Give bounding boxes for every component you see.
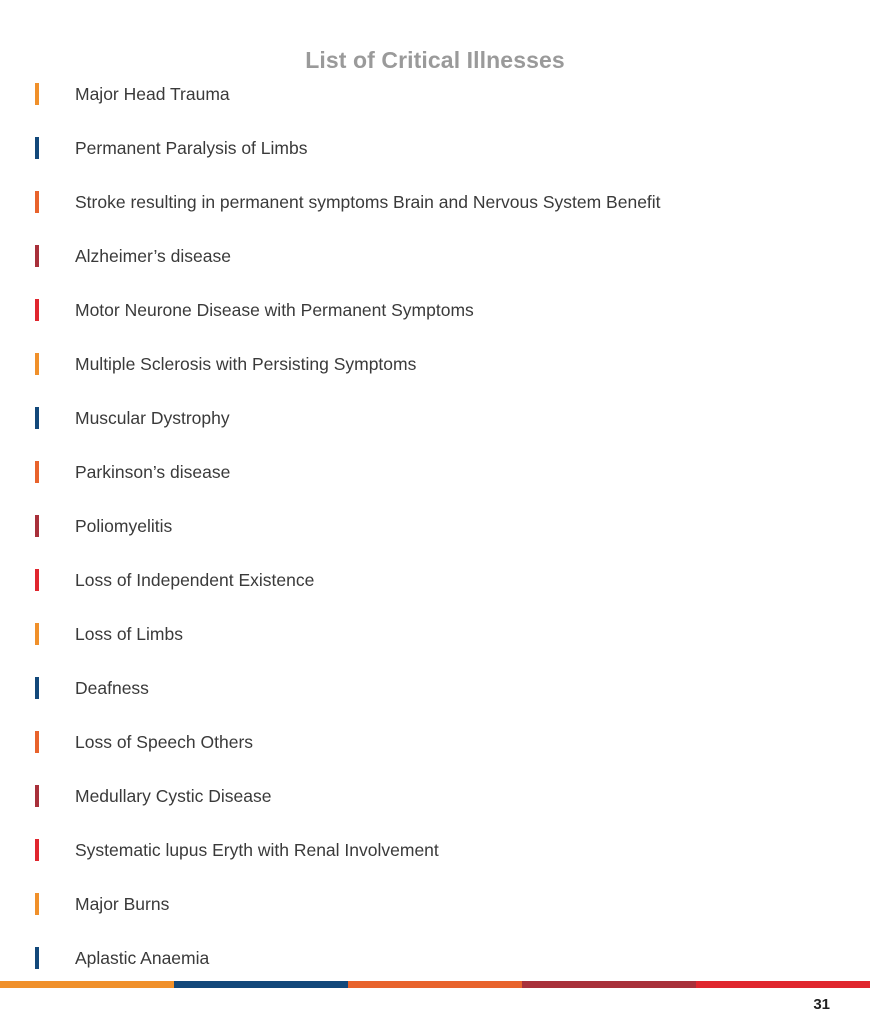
footer-segment: [0, 981, 174, 988]
bullet-bar-icon: [35, 569, 39, 591]
page-number: 31: [813, 996, 830, 1013]
illness-label: Parkinson’s disease: [75, 462, 231, 482]
illness-label: Multiple Sclerosis with Persisting Symptoms: [75, 354, 417, 374]
bullet-bar-icon: [35, 83, 39, 105]
footer-color-bar: [0, 981, 870, 988]
list-item: [0, 729, 870, 783]
list-item: [0, 459, 870, 513]
illness-label: Deafness: [75, 678, 149, 698]
illness-label: Major Burns: [75, 894, 170, 914]
footer-segment: [522, 981, 696, 988]
list-item: [0, 837, 870, 891]
illness-label: Loss of Speech Others: [75, 732, 254, 752]
list-item: [0, 675, 870, 729]
critical-illness-list: [0, 81, 870, 999]
illness-label: Medullary Cystic Disease: [75, 786, 272, 806]
list-item: [0, 189, 870, 243]
footer-segment: [348, 981, 522, 988]
illness-label: Loss of Limbs: [75, 624, 183, 644]
bullet-bar-icon: [35, 947, 39, 969]
list-item: [0, 621, 870, 675]
list-item: [0, 783, 870, 837]
list-item: [0, 81, 870, 135]
illness-label: Major Head Trauma: [75, 84, 230, 104]
bullet-bar-icon: [35, 407, 39, 429]
footer-segment: [696, 981, 870, 988]
bullet-bar-icon: [35, 515, 39, 537]
list-item: [0, 405, 870, 459]
list-item: [0, 135, 870, 189]
bullet-bar-icon: [35, 839, 39, 861]
list-item: [0, 567, 870, 621]
footer-segment: [174, 981, 348, 988]
illness-label: Permanent Paralysis of Limbs: [75, 138, 308, 158]
list-item: [0, 351, 870, 405]
list-item: [0, 243, 870, 297]
bullet-bar-icon: [35, 677, 39, 699]
bullet-bar-icon: [35, 461, 39, 483]
bullet-bar-icon: [35, 191, 39, 213]
list-item: [0, 945, 870, 999]
page-title: List of Critical Illnesses: [305, 47, 565, 74]
bullet-bar-icon: [35, 785, 39, 807]
bullet-bar-icon: [35, 299, 39, 321]
illness-label: Loss of Independent Existence: [75, 570, 315, 590]
bullet-bar-icon: [35, 353, 39, 375]
bullet-bar-icon: [35, 245, 39, 267]
list-item: [0, 891, 870, 945]
illness-label: Stroke resulting in permanent symptoms Brain and Nervous System Benefit: [75, 192, 661, 212]
illness-label: Systematic lupus Eryth with Renal Involvement: [75, 840, 439, 860]
list-item: [0, 297, 870, 351]
illness-label: Aplastic Anaemia: [75, 948, 210, 968]
illness-label: Poliomyelitis: [75, 516, 173, 536]
bullet-bar-icon: [35, 137, 39, 159]
bullet-bar-icon: [35, 893, 39, 915]
bullet-bar-icon: [35, 731, 39, 753]
list-item: [0, 513, 870, 567]
illness-label: Alzheimer’s disease: [75, 246, 231, 266]
illness-label: Muscular Dystrophy: [75, 408, 230, 428]
illness-label: Motor Neurone Disease with Permanent Symptoms: [75, 300, 474, 320]
bullet-bar-icon: [35, 623, 39, 645]
